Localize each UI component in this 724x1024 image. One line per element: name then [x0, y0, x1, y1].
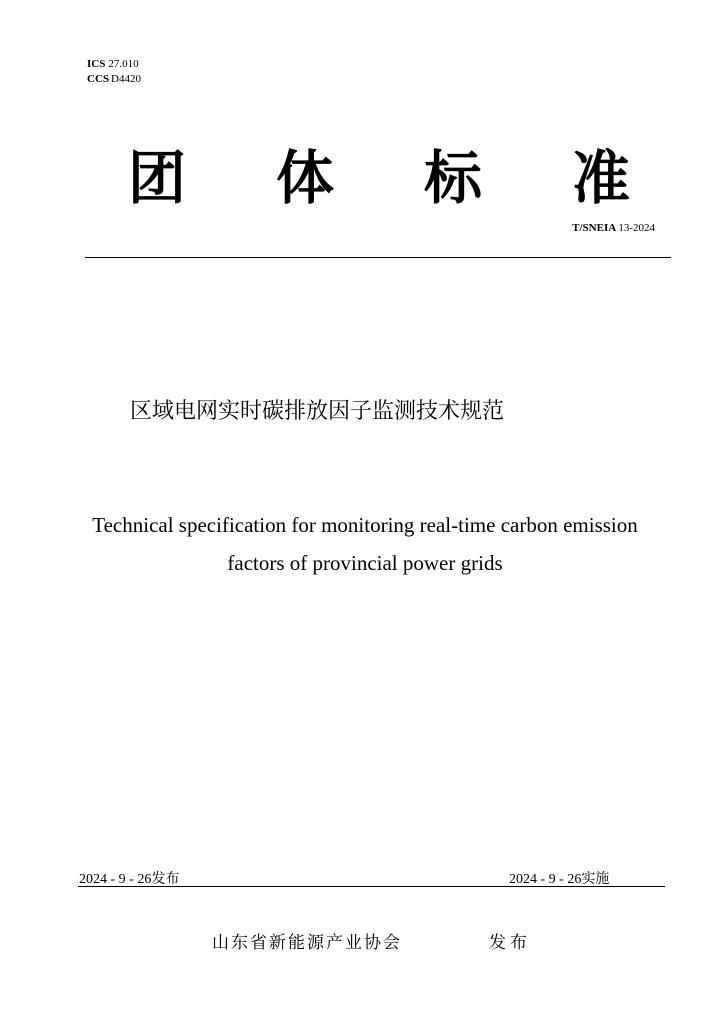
- chinese-title-text: 区域电网实时碳排放因子监测技术规范: [129, 399, 504, 424]
- standard-type-char: 标: [424, 144, 483, 212]
- issue-date-value: 2024 - 9 - 26: [79, 872, 152, 887]
- ics-label: ICS: [87, 58, 106, 70]
- header-divider: [85, 257, 671, 258]
- issue-date-suffix: 发布: [151, 871, 180, 887]
- ccs-label: CCS: [87, 73, 110, 85]
- english-title-line1: Technical specification for monitoring real-time carbon emission: [92, 513, 638, 537]
- classification-codes: [87, 57, 141, 87]
- standard-type-char: 体: [276, 144, 335, 212]
- ics-code: [87, 57, 141, 72]
- standard-type-heading: [100, 140, 660, 220]
- standard-number: [572, 222, 655, 234]
- standard-number-value: 13-2024: [618, 222, 655, 234]
- publisher-action: 发布: [489, 933, 531, 953]
- english-title-line2: factors of provincial power grids: [227, 551, 503, 575]
- implementation-date-value: 2024 - 9 - 26: [509, 872, 582, 887]
- ics-value: 27.010: [108, 58, 139, 70]
- english-title: [0, 506, 724, 582]
- implementation-date-suffix: 实施: [581, 871, 610, 887]
- chinese-title: [0, 397, 724, 427]
- standard-type-char: 团: [128, 144, 187, 212]
- ccs-code: [87, 72, 141, 87]
- publisher-name: 山东省新能源产业协会: [212, 933, 402, 953]
- ccs-value: D4420: [111, 73, 141, 85]
- standard-type-char: 准: [572, 144, 631, 212]
- footer-divider: [78, 886, 665, 887]
- standard-number-prefix: T/SNEIA: [572, 222, 616, 234]
